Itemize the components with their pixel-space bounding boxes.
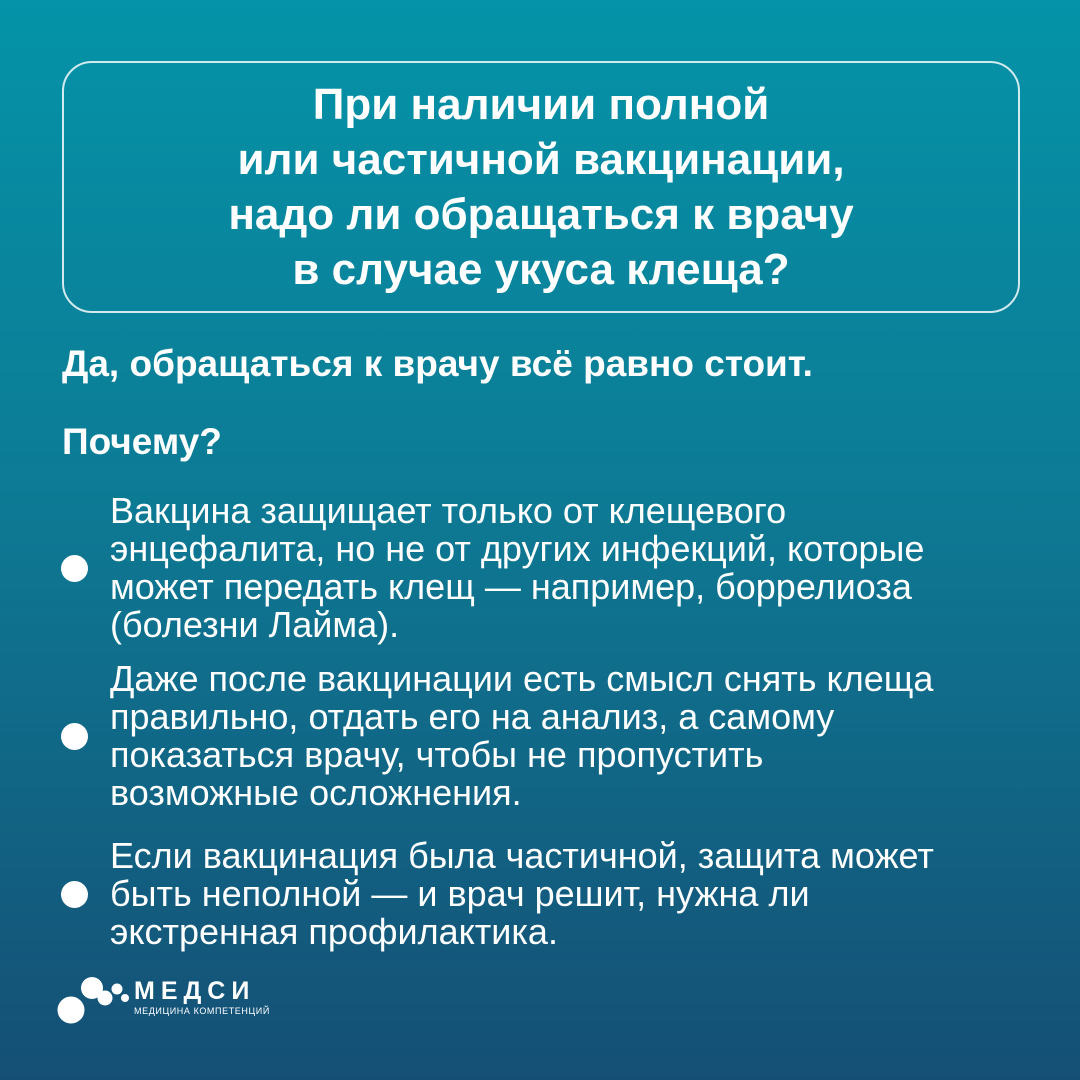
why-question: Почему? <box>62 421 222 462</box>
list-item-line: правильно, отдать его на анализ, а самому <box>110 696 835 737</box>
brand-name: МЕДСИ <box>134 977 256 1005</box>
list-item-line: Если вакцинация была частичной, защита может <box>110 835 934 876</box>
list-item-text <box>110 492 924 644</box>
headline-box <box>62 61 1020 313</box>
list-item-text <box>110 837 934 951</box>
reasons-list <box>61 492 1021 951</box>
bullet-icon <box>61 723 88 750</box>
list-item-line: (болезни Лайма). <box>110 604 400 645</box>
list-item-line: быть неполной — и врач решит, нужна ли <box>110 873 810 914</box>
bullet-icon <box>61 881 88 908</box>
list-item-line: экстренная профилактика. <box>110 911 558 952</box>
headline-line: При наличии полной <box>312 80 770 129</box>
headline-line: в случае укуса клеща? <box>292 245 790 294</box>
list-item-text <box>110 660 933 812</box>
list-item-line: возможные осложнения. <box>110 772 522 813</box>
bullet-icon <box>61 555 88 582</box>
medsi-molecule-icon <box>53 971 131 1025</box>
brand-text-block <box>134 979 270 1017</box>
list-item-line: энцефалита, но не от других инфекций, которые <box>110 528 925 569</box>
answer-lead: Да, обращаться к врачу всё равно стоит. <box>62 343 813 384</box>
list-item-line: Даже после вакцинации есть смысл снять клеща <box>110 658 934 699</box>
list-item <box>61 492 1021 644</box>
list-item-line: Вакцина защищает только от клещевого <box>110 490 787 531</box>
list-item-line: показаться врачу, чтобы не пропустить <box>110 734 764 775</box>
headline-line: надо ли обращаться к врачу <box>228 190 854 239</box>
list-item-line: может передать клещ — например, боррелиоза <box>110 566 912 607</box>
brand-tagline: МЕДИЦИНА КОМПЕТЕНЦИЙ <box>134 1006 270 1016</box>
headline-line: или частичной вакцинации, <box>237 135 845 184</box>
list-item <box>61 660 1021 812</box>
list-item <box>61 837 1021 951</box>
medsi-logo <box>53 971 270 1025</box>
